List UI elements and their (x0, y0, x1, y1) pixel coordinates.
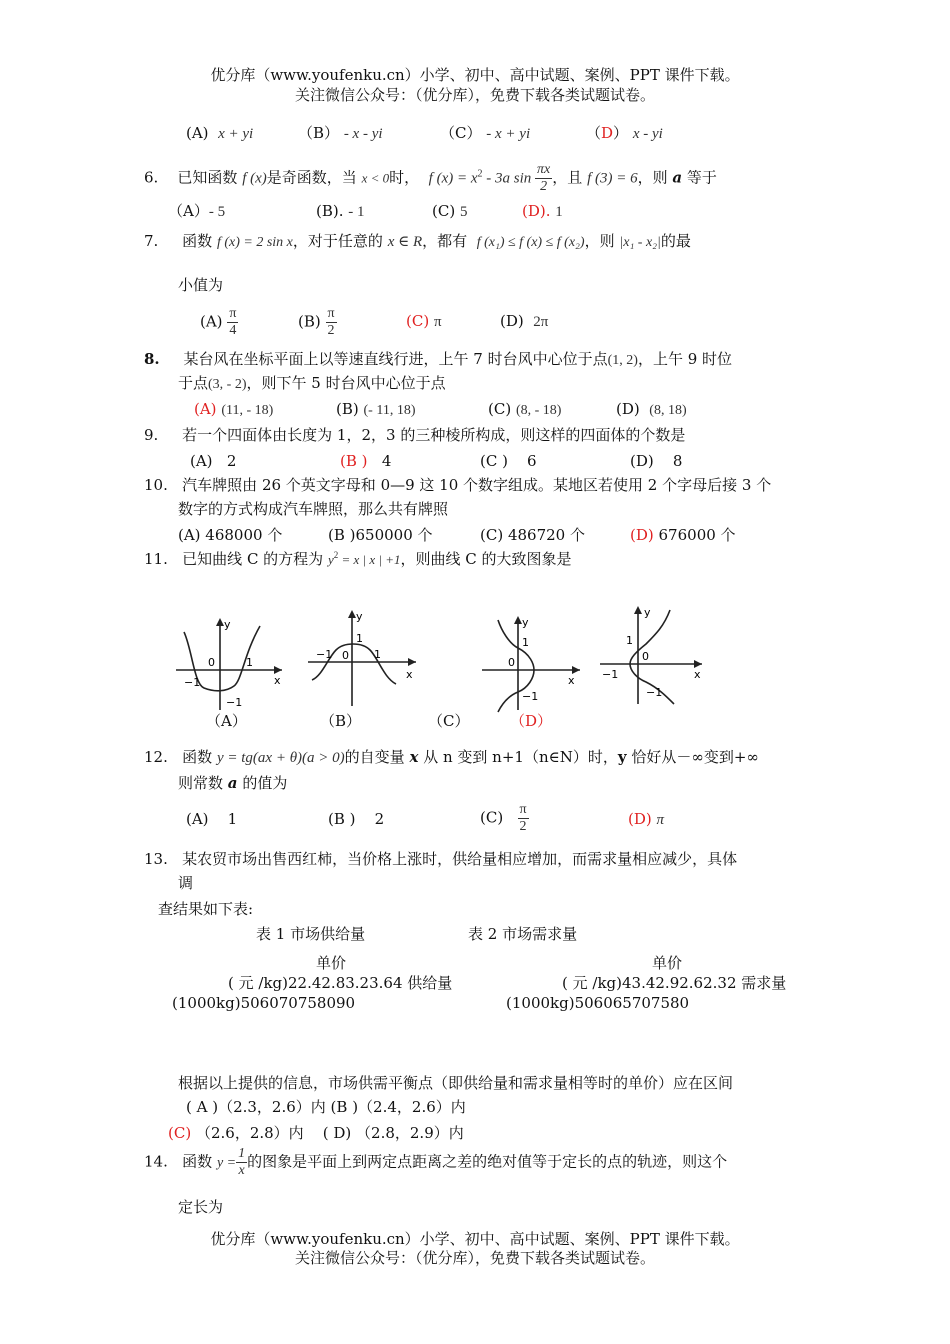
q8-option-a (194, 400, 273, 420)
q13-question: 根据以上提供的信息，市场供需平衡点（即供给量和需求量相等时的单价）应在区间 (178, 1074, 734, 1092)
q6-text-3: 时， (389, 168, 420, 187)
q11-label-b: （B） (320, 712, 362, 730)
q6-option-a (168, 202, 225, 221)
header-line-1: 优分库（www.youfenku.cn）小学、初中、高中试题、案例、PPT 课件下载。 (210, 66, 740, 84)
q13-number: 13. (144, 850, 168, 868)
q6-text-6: 等于 (686, 168, 717, 187)
q12-y: y (617, 748, 627, 766)
q11-graph-d-x-label: x (694, 668, 701, 681)
q13-c-label: (C) (168, 1124, 192, 1142)
q7-inequality: f (x₁) ≤ f (x) ≤ f (x₂) (476, 235, 585, 250)
q12-text-4: 恰好从－∞变到+∞ (631, 748, 759, 766)
q10-option-d (630, 526, 736, 544)
q6-b-value: - 1 (348, 204, 365, 220)
q6-fx: f (x) (242, 170, 267, 187)
q11-graph-a-y-label: y (224, 618, 231, 631)
q11-graph-c-y-arrow (514, 616, 522, 624)
q5-a-label: (A) (186, 124, 209, 142)
q9-option-a (190, 452, 236, 470)
q7-option-b (298, 306, 337, 339)
q6-number: 6. (144, 168, 159, 187)
q6-formula-left: f (x) = x (428, 170, 478, 187)
q10-number: 10. (144, 476, 168, 494)
q11-label-a: （A） (206, 712, 247, 730)
q8-number: 8. (144, 350, 160, 368)
q8-text-2a: 于点 (178, 374, 209, 392)
q11-stem (144, 550, 572, 568)
q11-text-2: ，则曲线 C 的大致图象是 (400, 550, 572, 568)
q11-eq-sup: 2 (333, 550, 339, 560)
q14-frac-num: 1 (238, 1146, 246, 1161)
q5-c-label: （C） (440, 124, 482, 142)
q14-y: y = (216, 1155, 237, 1171)
q8-b-value: (- 11, 18) (363, 403, 416, 418)
q11-graph-b-tick-1y: 1 (356, 632, 363, 645)
q10-option-a: (A) 468000 个 (178, 526, 283, 544)
q9-c-value: 6 (527, 452, 537, 470)
q10-text-1: 汽车牌照由 26 个英文字母和 0—9 这 10 个数字组成。某地区若使用 2 个字母后接 3 个 (182, 476, 772, 494)
q8-stem-1 (144, 350, 732, 370)
q13-d-text: ( D) （2.8，2.9）内 (322, 1124, 464, 1142)
q6-condition: x < 0 (361, 170, 390, 186)
q7-a-label: (A) (200, 312, 223, 331)
q11-graph-c-tick-1: 1 (522, 636, 529, 649)
q7-b-den: 2 (327, 323, 335, 338)
q12-d-value: π (656, 812, 665, 828)
q7-option-c (406, 312, 442, 331)
q11-graph-a-tick-neg1: −1 (184, 676, 201, 689)
q13-table1-row1: ( 元 /kg)22.42.83.23.64 供给量 (228, 974, 453, 992)
q11-graph-d-tick-neg1-y: −1 (646, 686, 663, 699)
q12-c-num: π (519, 802, 527, 817)
q12-text-3: 从 n 变到 n+1（n∈N）时， (423, 748, 618, 766)
q13-table1-price-head: 单价 (316, 954, 347, 972)
q12-number: 12. (144, 748, 168, 766)
q12-text-2: 的自变量 (344, 748, 405, 766)
q14-stem-1 (144, 1146, 727, 1179)
q14-stem-2: 定长为 (178, 1198, 224, 1216)
q8-point-2: (3, - 2) (208, 377, 247, 392)
q13-options-row-2 (168, 1124, 464, 1142)
q5-option-a (186, 124, 253, 143)
q11-graph-d-tick-1: 1 (626, 634, 633, 647)
q5-b-label: （B） (298, 124, 340, 142)
q5-c-math: - x + yi (486, 126, 531, 142)
q12-text-2a: 则常数 (178, 774, 224, 792)
q7-d-label: (D) (500, 312, 524, 330)
q9-b-value: 4 (381, 452, 392, 470)
q5-a-math: x + yi (218, 126, 254, 142)
q11-graph-c-x-arrow (572, 666, 580, 674)
q7-fx: f (x) = 2 sin x (216, 235, 293, 250)
header-line-2: 关注微信公众号：（优分库），免费下载各类试题试卷。 (294, 86, 655, 104)
q14-text-1: 函数 (182, 1152, 213, 1171)
q11-graph-d-tick-neg1: −1 (602, 668, 619, 681)
q8-option-d (616, 400, 687, 420)
q8-c-value: (8, - 18) (515, 403, 562, 418)
q6-a-value: - 5 (208, 204, 226, 220)
q5-d-open: （ (586, 124, 602, 142)
q13-table1-row2: (1000kg)506070758090 (172, 994, 356, 1012)
q13-table2-row2: (1000kg)506065707580 (506, 994, 690, 1012)
q11-graph-a-x-arrow (274, 666, 282, 674)
q7-option-a (200, 306, 238, 339)
q11-graph-b-origin: 0 (342, 649, 349, 662)
q11-graph-b-tick-1: 1 (374, 648, 381, 661)
q11-graph-a-y-arrow (216, 618, 224, 626)
q7-a-frac (227, 306, 238, 339)
q12-option-a (186, 810, 237, 828)
q11-eq-y: y (327, 552, 334, 567)
q11-graph-a-tick-1: 1 (246, 656, 253, 669)
q5-d-close: ） (613, 124, 629, 142)
q9-option-b (340, 452, 391, 470)
q7-c-value: π (433, 314, 442, 330)
q6-d-label: (D). (522, 202, 551, 220)
q13-c-value: （2.6，2.8）内 (195, 1124, 304, 1142)
q6-given: f (3) = 6 (587, 170, 638, 187)
q10-option-c: (C) 486720 个 (480, 526, 585, 544)
q11-graph-d-y-arrow (634, 606, 642, 614)
q7-stem (144, 232, 691, 252)
footer-line-1: 优分库（www.youfenku.cn）小学、初中、高中试题、案例、PPT 课件下载。 (210, 1230, 740, 1248)
q7-abs: |x₁ - x₂| (619, 235, 661, 250)
q9-b-label: (B ) (340, 452, 368, 470)
q7-condition: x ∈ R (387, 234, 423, 250)
q7-text-5: 的最 (660, 232, 691, 250)
q12-option-d (628, 810, 664, 829)
q5-option-b (298, 124, 383, 143)
q11-graph-c-x-label: x (568, 674, 575, 687)
q11-graph-b (304, 606, 420, 710)
q6-formula-mid: - 3a sin (482, 170, 536, 187)
q12-a-value: 1 (227, 810, 238, 828)
footer-line-2: 关注微信公众号：（优分库），免费下载各类试题试卷。 (294, 1249, 655, 1267)
q6-c-value: 5 (459, 204, 468, 220)
q6-text-2: 是奇函数，当 (266, 168, 357, 187)
q6-b-label: (B). (316, 202, 344, 220)
q6-option-d (522, 202, 563, 221)
q9-option-d (630, 452, 682, 470)
q7-line-2: 小值为 (178, 276, 224, 294)
q7-option-d (500, 312, 548, 331)
q7-b-frac (326, 306, 337, 339)
q6-frac-num: πx (537, 162, 551, 177)
q8-b-label: (B) (336, 400, 359, 418)
q8-a-label: (A) (194, 400, 217, 418)
q6-text-1: 已知函数 (177, 168, 238, 187)
q6-frac-den: 2 (540, 179, 548, 194)
q7-d-value: 2π (533, 314, 549, 330)
q9-stem (144, 426, 685, 444)
q6-text-4: ，且 (552, 168, 583, 187)
q8-text-1a: 某台风在坐标平面上以等速直线行进，上午 7 时台风中心位于点 (183, 350, 608, 368)
q12-c-den: 2 (519, 819, 527, 834)
q7-text-1: 函数 (182, 232, 213, 250)
q6-stem (144, 162, 717, 195)
q9-d-label: (D) (630, 452, 654, 470)
q11-graph-a-tick-neg1-y: −1 (226, 696, 243, 709)
q6-option-c (432, 202, 467, 221)
q8-text-2b: ，则下午 5 时台风中心位于点 (246, 374, 446, 392)
q8-a-value: (11, - 18) (221, 403, 274, 418)
q11-graph-c-tick-neg1: −1 (522, 690, 539, 703)
q9-option-c (480, 452, 537, 470)
q14-number: 14. (144, 1152, 168, 1171)
q11-graph-d (596, 604, 706, 708)
q10-stem-2: 数字的方式构成汽车牌照，那么共有牌照 (178, 500, 449, 518)
q9-a-label: (A) (190, 452, 213, 470)
q7-b-label: (B) (298, 312, 321, 331)
q11-graph-b-tick-neg1: −1 (316, 648, 333, 661)
q6-text-5: ，则 (637, 168, 668, 187)
q5-d-math: x - yi (632, 126, 663, 142)
q11-graph-b-x-arrow (408, 658, 416, 666)
q6-option-b (316, 202, 365, 221)
q9-text: 若一个四面体由长度为 1，2，3 的三种棱所构成，则这样的四面体的个数是 (182, 426, 686, 444)
q12-option-b (328, 810, 384, 828)
q11-graph-d-origin: 0 (642, 650, 649, 663)
q5-b-math: - x - yi (343, 126, 383, 142)
q9-a-value: 2 (226, 452, 237, 470)
q6-a-label: （A） (168, 202, 209, 220)
q12-c-frac (518, 802, 529, 835)
q11-label-d: （D） (510, 712, 553, 730)
q7-text-3: ，都有 (422, 232, 468, 250)
q11-graph-a-x-label: x (274, 674, 281, 687)
q11-graph-d-x-arrow (694, 660, 702, 668)
q7-number: 7. (144, 232, 159, 250)
q11-graph-b-y-label: y (356, 610, 363, 623)
q12-stem-1 (144, 748, 759, 767)
q12-b-label: (B ) (328, 810, 356, 828)
q11-text-1: 已知曲线 C 的方程为 (182, 550, 324, 568)
q14-fraction (236, 1146, 247, 1179)
q11-number: 11. (144, 550, 168, 568)
q12-b-value: 2 (374, 810, 385, 828)
q11-graph-b-x-label: x (406, 668, 413, 681)
q11-graph-a (170, 614, 288, 714)
q7-text-4: ，则 (584, 232, 615, 250)
q6-a: a (672, 168, 683, 187)
q8-d-value: (8, 18) (649, 403, 687, 418)
q11-graph-b-y-arrow (348, 610, 356, 618)
q12-text-2b: 的值为 (242, 774, 288, 792)
q12-a: a (227, 774, 238, 792)
q11-graph-c (478, 614, 584, 714)
q11-graph-c-origin: 0 (508, 656, 515, 669)
q14-text-2: 的图象是平面上到两定点距离之差的绝对值等于定长的点的轨迹，则这个 (247, 1152, 728, 1171)
q12-option-c (480, 802, 529, 835)
q11-label-c: （C） (428, 712, 470, 730)
q13-stem-2: 调 (178, 874, 194, 892)
q10-d-label: (D) (630, 526, 654, 544)
q13-stem-3: 查结果如下表: (158, 900, 254, 918)
q11-graph-d-y-label: y (644, 606, 651, 619)
q9-d-value: 8 (672, 452, 683, 470)
q7-a-den: 4 (229, 323, 237, 338)
q12-c-label: (C) (480, 808, 504, 827)
q6-formula-sup: 2 (477, 168, 483, 180)
q10-option-b: (B )650000 个 (328, 526, 433, 544)
q9-c-label: (C ) (480, 452, 508, 470)
q13-text-1: 某农贸市场出售西红柿，当价格上涨时，供给量相应增加，而需求量相应减少，具体 (182, 850, 738, 868)
q11-graph-a-origin: 0 (208, 656, 215, 669)
q5-option-c (440, 124, 530, 143)
q14-frac-den: x (238, 1163, 245, 1178)
q6-d-value: 1 (555, 204, 563, 220)
q6-fraction (535, 162, 552, 195)
q7-b-num: π (327, 306, 335, 321)
q12-text-1: 函数 (182, 748, 213, 766)
q8-option-b (336, 400, 415, 420)
q13-options-row-1: ( A )（2.3，2.6）内 (B )（2.4，2.6）内 (186, 1098, 466, 1116)
q11-graph-c-y-label: y (522, 616, 529, 629)
q7-text-2: ，对于任意的 (292, 232, 383, 250)
q12-stem-2 (178, 774, 287, 792)
q8-stem-2 (178, 374, 446, 394)
q7-a-num: π (229, 306, 237, 321)
q5-d-letter: D (601, 124, 614, 142)
q12-x: x (409, 748, 419, 766)
q10-stem-1 (144, 476, 771, 494)
q12-d-label: (D) (628, 810, 652, 828)
q13-table2-price-head: 单价 (652, 954, 683, 972)
q9-number: 9. (144, 426, 159, 444)
q8-point-1: (1, 2) (607, 353, 638, 368)
q12-a-label: (A) (186, 810, 209, 828)
q11-eq-rest: = x | x | +1 (338, 552, 401, 567)
q8-text-1b: ，上午 9 时位 (637, 350, 733, 368)
q13-stem-1 (144, 850, 737, 868)
q8-option-c (488, 400, 561, 420)
q7-c-label: (C) (406, 312, 430, 330)
q8-c-label: (C) (488, 400, 512, 418)
q8-d-label: (D) (616, 400, 640, 418)
q12-function: y = tg(ax + θ)(a > 0) (216, 750, 345, 766)
q6-c-label: (C) (432, 202, 456, 220)
q10-d-value: 676000 个 (658, 526, 736, 544)
q13-table2-row1: ( 元 /kg)43.42.92.62.32 需求量 (562, 974, 787, 992)
q13-table1-title: 表 1 市场供给量 (256, 925, 366, 943)
q13-table2-title: 表 2 市场需求量 (468, 925, 578, 943)
q5-option-d (586, 124, 663, 143)
